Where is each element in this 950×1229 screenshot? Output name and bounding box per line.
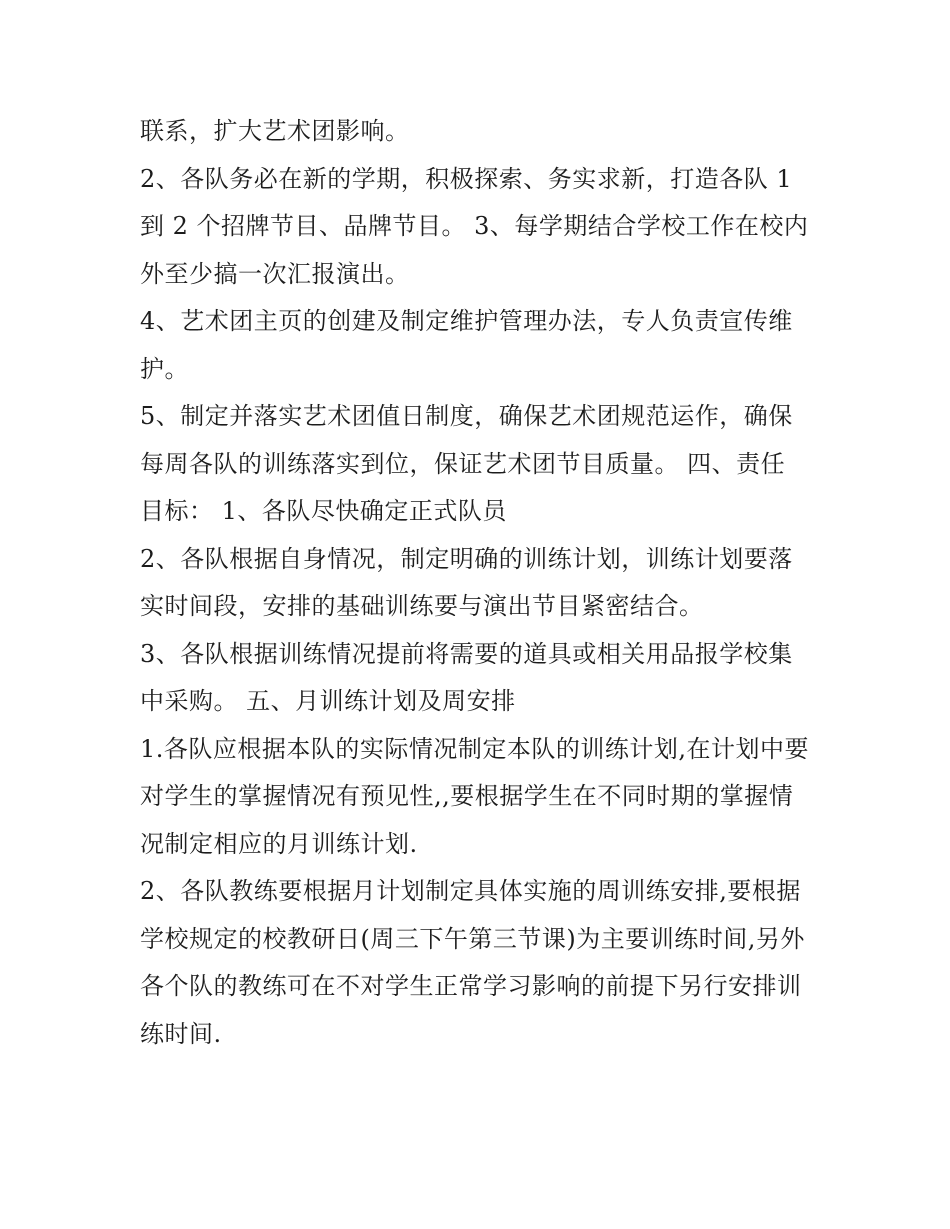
text-line: 实时间段，安排的基础训练要与演出节目紧密结合。 — [140, 592, 704, 620]
text-line: 况制定相应的月训练计划. — [140, 829, 418, 858]
text-line: 2、各队根据自身情况，制定明确的训练计划，训练计划要落 — [140, 544, 793, 573]
text-line: 到 2 个招牌节目、品牌节目。 3、每学期结合学校工作在校内 — [140, 212, 809, 240]
text-line: 学校规定的校教研日(周三下午第三节课)为主要训练时间,另外 — [140, 924, 805, 953]
text-line: 各个队的教练可在不对学生正常学习影响的前提下另行安排训 — [140, 972, 802, 1000]
text-line: 外至少搞一次汇报演出。 — [140, 259, 410, 288]
text-line: 3、各队根据训练情况提前将需要的道具或相关用品报学校集 — [140, 639, 793, 668]
text-line: 1.各队应根据本队的实际情况制定本队的训练计划,在计划中要 — [140, 734, 810, 763]
text-line: 4、艺术团主页的创建及制定维护管理办法，专人负责宣传维 — [140, 307, 793, 335]
text-line: 对学生的掌握情况有预见性,,要根据学生在不同时期的掌握情 — [140, 782, 794, 810]
text-line: 5、制定并落实艺术团值日制度，确保艺术团规范运作，确保 — [140, 402, 793, 430]
text-line: 每周各队的训练落实到位，保证艺术团节目质量。 四、责任 — [140, 449, 786, 478]
text-line: 护。 — [140, 354, 189, 383]
text-line: 中采购。 五、月训练计划及周安排 — [140, 687, 516, 715]
text-line: 2、各队务必在新的学期，积极探索、务实求新，打造各队 1 — [140, 164, 793, 193]
text-line: 目标： 1、各队尽快确定正式队员 — [140, 497, 507, 525]
text-line: 练时间. — [140, 1019, 222, 1048]
document-body — [140, 108, 830, 1058]
text-line: 联系，扩大艺术团影响。 — [140, 117, 410, 145]
text-line: 2、各队教练要根据月计划制定具体实施的周训练安排,要根据 — [140, 877, 801, 905]
